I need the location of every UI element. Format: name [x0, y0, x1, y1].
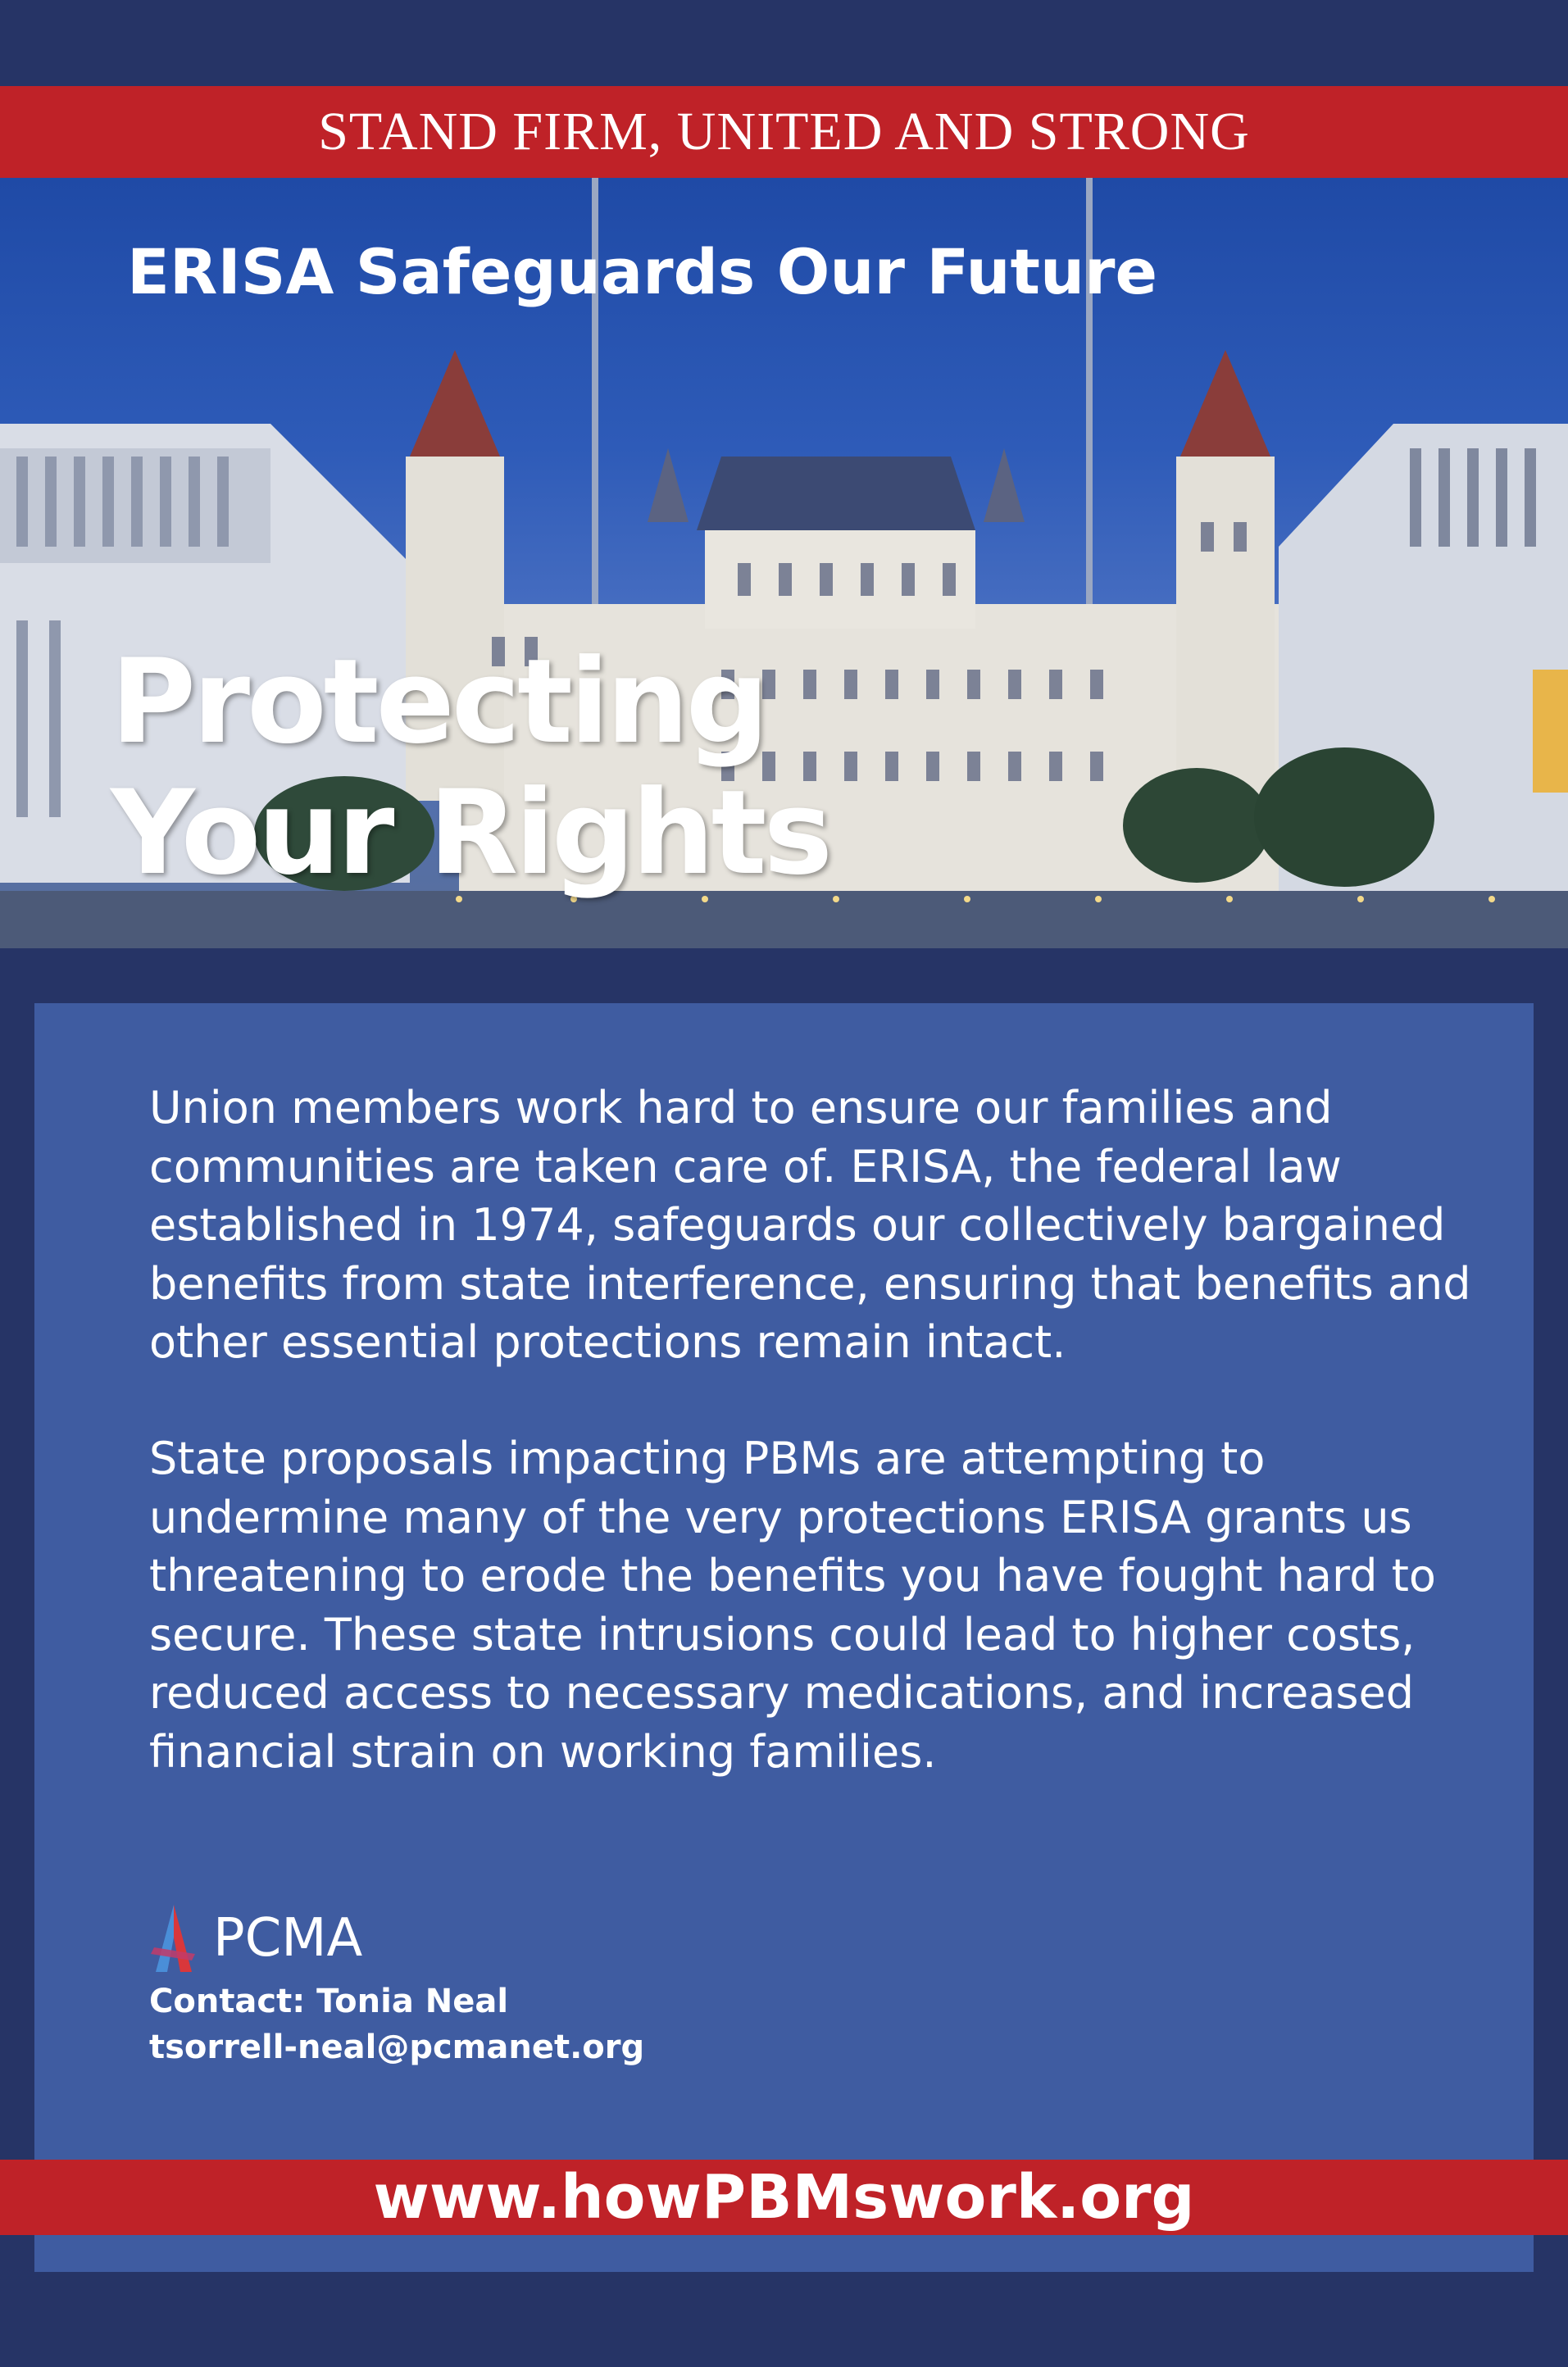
- pcma-logo-icon: [149, 1905, 198, 1972]
- website-link[interactable]: www.howPBMswork.org: [373, 2162, 1195, 2233]
- hero-image: [0, 178, 1568, 948]
- hero-title-line-1: Protecting: [111, 634, 766, 770]
- hero-title-line-2: Your Rights: [111, 766, 830, 901]
- content-panel: [34, 1003, 1534, 2272]
- contact-name: Contact: Tonia Neal: [149, 1983, 509, 2020]
- hero-subtitle: ERISA Safeguards Our Future: [127, 235, 1158, 308]
- contact-block: [149, 1979, 644, 2070]
- hero-title: [111, 634, 830, 901]
- top-banner: [0, 86, 1568, 178]
- paragraph-2: State proposals impacting PBMs are attempting to undermine many of the very protections ERISA grants us threatening to erode the benefits you have fought hard to secure. These state intrusions could lead to higher costs, reduced access to necessary medications, and increased financial strain on working families.: [149, 1433, 1436, 1778]
- banner-text: STAND FIRM, UNITED AND STRONG: [318, 102, 1250, 161]
- paragraph-1: Union members work hard to ensure our families and communities are taken care of. ERISA, the federal law established in 1974, safeguards our collectively bargained benefits from state interference, ensuring that benefits and other essential protections remain intact.: [149, 1082, 1471, 1368]
- bottom-banner: [0, 2160, 1568, 2235]
- contact-email[interactable]: tsorrell-neal@pcmanet.org: [149, 2029, 645, 2066]
- pcma-logo: [149, 1905, 362, 1972]
- pcma-logo-text: PCMA: [213, 1908, 363, 1969]
